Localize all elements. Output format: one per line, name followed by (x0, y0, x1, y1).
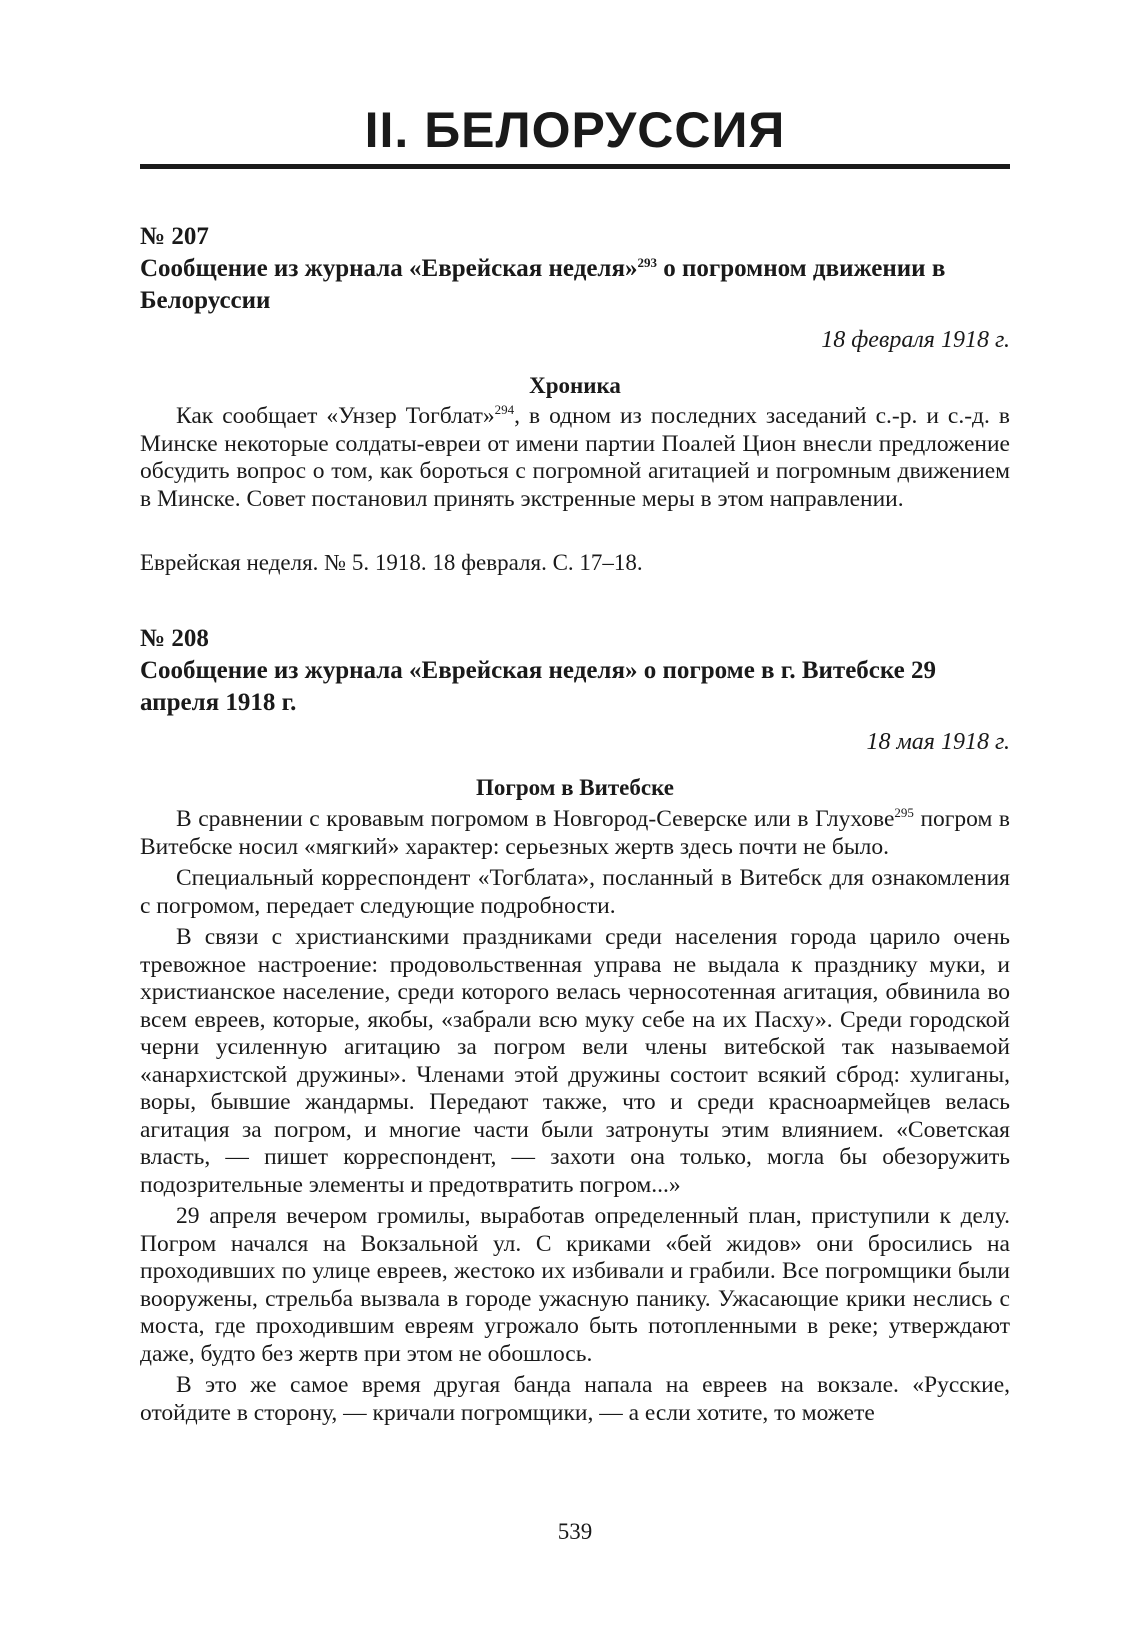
doc-208-p1-text: В сравнении с кровавым погромом в Новгород-Северске или в Глухове (176, 806, 895, 832)
doc-207-title-text: Сообщение из журнала «Еврейская неделя» (140, 255, 638, 282)
doc-207-paragraph-text-cont: , в одном из последних заседаний с.-р. и с.-д. в Минске некоторые солдаты-евреи от имени партии Поалей Цион внесли предложение обсудить вопрос о том, как бороться с погромной агитацией и погромным движением в Минске. Совет постановил принять экстренные меры в этом направлении. (140, 403, 1011, 512)
doc-208-title: Сообщение из журнала «Еврейская неделя» о погроме в г. Витебске 29 апреля 1918 г. (140, 657, 937, 716)
doc-208-paragraph-2: Специальный корреспондент «Тогблата», посланный в Витебск для ознакомления с погромом, передает следующие подробности. (140, 865, 1010, 919)
doc-208-paragraph-5: В это же самое время другая банда напала на евреев на вокзале. «Русские, отойдите в сторону, — кричали погромщики, — а если хотите, то можете (140, 1372, 1010, 1426)
footnote-ref-294: 294 (494, 402, 515, 417)
doc-207-number: № 207 (140, 223, 209, 250)
page-number: 539 (557, 1519, 593, 1544)
doc-207-paragraph (140, 403, 1010, 513)
doc-207-subheading: Хроника (529, 373, 621, 398)
doc-208-paragraph-4: 29 апреля вечером громилы, выработав определенный план, приступили к делу. Погром начался на Вокзальной ул. С криками «бей жидов» они бросились на проходивших по улице евреев, жестоко их избивали и грабили. Все погромщики были вооружены, стрельба вызвала в городе ужасную панику. Ужасающие крики неслись с моста, где проходившим евреям угрожало быть потопленными в реке; утверждают даже, будто без жертв при этом не обошлось. (140, 1203, 1010, 1367)
doc-207-body (140, 403, 1010, 513)
doc-207-title-text-cont: о погромном движении в Белоруссии (140, 255, 946, 314)
footnote-ref-293: 293 (637, 255, 657, 270)
chapter-divider (140, 164, 1010, 169)
doc-207-date: 18 февраля 1918 г. (821, 327, 1010, 353)
doc-208-p1-text-cont: погром в Витебске носил «мягкий» характер: серьезных жертв здесь почти не было. (140, 806, 1011, 860)
doc-208-paragraph-1 (140, 806, 1010, 861)
doc-207-paragraph-text: Как сообщает «Унзер Тогблат» (176, 403, 495, 429)
footnote-ref-295: 295 (894, 805, 914, 820)
doc-208-number: № 208 (140, 625, 209, 652)
doc-208-body (140, 806, 1010, 1427)
doc-208-paragraph-3: В связи с христианскими праздниками среди населения города царило очень тревожное настроение: продовольственная управа не выдала к празднику муки, и христианское население, среди которого велась черносотенная агитация, обвинила во всем евреев, которые, якобы, «забрали всю муку себе на их Пасху». Среди городской черни усиленную агитацию за погром вели члены витебской так называемой «анархистской дружины». Членами этой дружины состоит всякий сброд: хулиганы, воры, бывшие жандармы. Передают также, что и среди красноармейцев велась агитация за погром, и многие части были затронуты этим влиянием. «Советская власть, — пишет корреспондент, — захоти она только, могла бы обезоружить подозрительные элементы и предотвратить погром...» (140, 924, 1010, 1198)
doc-208-date: 18 мая 1918 г. (866, 729, 1010, 755)
doc-207-source: Еврейская неделя. № 5. 1918. 18 февраля. С. 17–18. (140, 550, 643, 575)
chapter-title: II. БЕЛОРУССИЯ (364, 102, 786, 158)
book-page (140, 0, 1010, 1631)
doc-208-subheading: Погром в Витебске (476, 775, 674, 800)
doc-207-title (140, 253, 1010, 317)
